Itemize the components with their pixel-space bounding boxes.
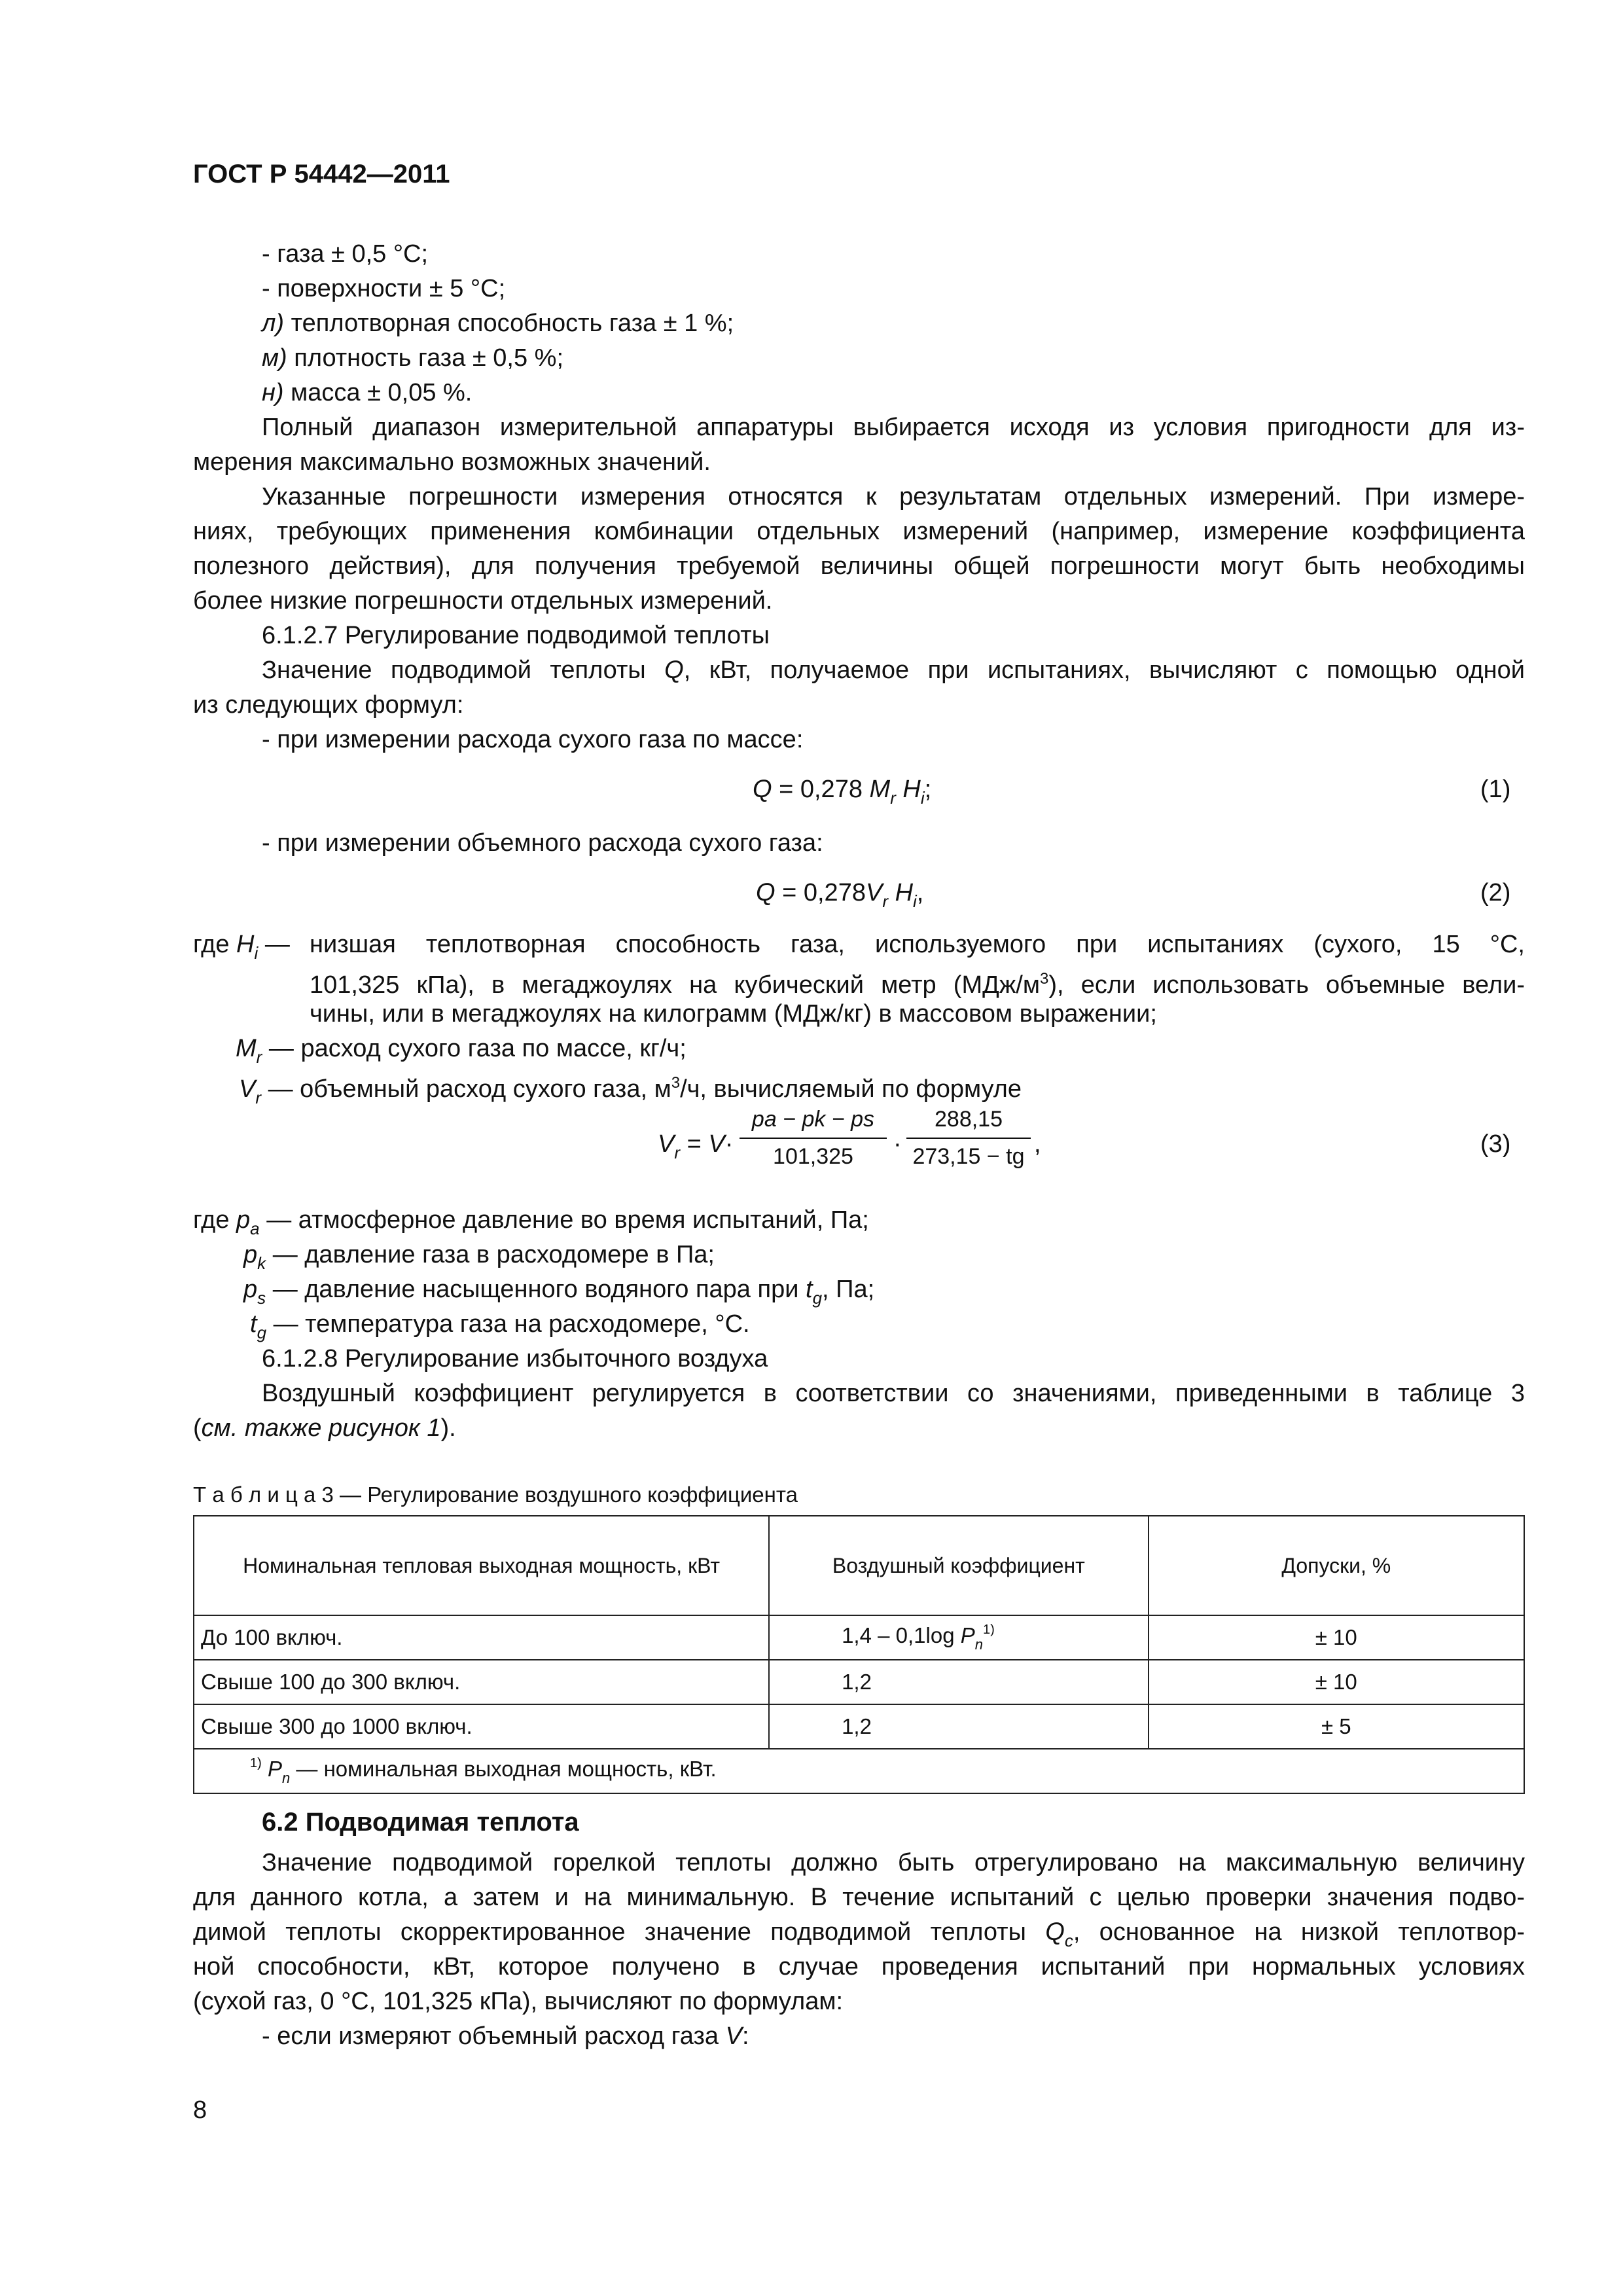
cell-coefficient: 1,2 xyxy=(769,1660,1149,1704)
list-text: плотность газа ± 0,5 %; xyxy=(294,344,564,372)
list-item-surface-temp: - поверхности ± 5 °С; xyxy=(262,275,506,302)
list-marker: н) xyxy=(262,379,284,406)
definition-hi-line: низшая теплотворная способность газа, используемого при испытаниях (сухого, 15 °С, xyxy=(310,931,1525,958)
list-item-n xyxy=(262,376,472,410)
paragraph-line: ниях, требующих применения комбинации отдельных измерений (например, измерение коэффициента xyxy=(193,518,1525,545)
header-power: Номинальная тепловая выходная мощность, кВт xyxy=(194,1516,769,1615)
paragraph-line: Значение подводимой горелкой теплоты должно быть отрегулировано на максимальную величину xyxy=(262,1849,1525,1876)
fraction-1-denominator: 101,325 xyxy=(773,1144,853,1169)
formula-2: $Q = 0,278V_r$ $H_i$, xyxy=(756,879,924,911)
cell-power: Свыше 100 до 300 включ. xyxy=(194,1660,769,1704)
definition-hi-line: чины, или в мегаджоулях на килограмм (МДж/кг) в массовом выражении; xyxy=(310,1000,1157,1028)
table-header-row xyxy=(194,1516,1524,1615)
table-row xyxy=(194,1704,1524,1749)
cell-tolerance: ± 5 xyxy=(1149,1704,1524,1749)
paragraph-line: для данного котла, а затем и на минимальную. В течение испытаний с целью проверки значения подво- xyxy=(193,1884,1525,1911)
formula-3-number: (3) xyxy=(1480,1130,1511,1158)
air-coefficient-table xyxy=(193,1515,1525,1794)
paragraph-line: из следующих формул: xyxy=(193,691,464,719)
formula-3-lhs: $V_r = V\cdot$ xyxy=(658,1130,734,1162)
paragraph-line: Полный диапазон измерительной аппаратуры выбирается исходя из условия пригодности для из- xyxy=(262,414,1525,441)
definition-mr: $M_r$ — расход сухого газа по массе, кг/ч; xyxy=(236,1035,687,1067)
list-item-m xyxy=(262,341,563,375)
fraction-1-numerator: pa − pk − ps xyxy=(751,1107,875,1132)
paragraph-line: (см. также рисунок 1). xyxy=(193,1414,456,1442)
formula-3-dot: · xyxy=(893,1130,902,1158)
list-text: масса ± 0,05 %. xyxy=(291,379,473,406)
cell-power: До 100 включ. xyxy=(194,1615,769,1660)
fraction-1-bar xyxy=(740,1138,887,1139)
cell-tolerance: ± 10 xyxy=(1149,1660,1524,1704)
formula-1-number: (1) xyxy=(1480,776,1511,803)
paragraph-line: мерения максимально возможных значений. xyxy=(193,448,711,476)
list-item-l xyxy=(262,306,734,340)
table-footnote-row xyxy=(194,1749,1524,1793)
header-coefficient: Воздушный коэффициент xyxy=(769,1516,1149,1615)
cell-power: Свыше 300 до 1000 включ. xyxy=(194,1704,769,1749)
list-marker: л) xyxy=(262,310,285,337)
paragraph-line: полезного действия), для получения требуемой величины общей погрешности могут быть необходимы xyxy=(193,552,1525,580)
fraction-2-denominator: 273,15 − tg xyxy=(912,1144,1025,1169)
paragraph-line: Воздушный коэффициент регулируется в соответствии со значениями, приведенными в таблице 3 xyxy=(262,1380,1525,1407)
paragraph-line: димой теплоты скорректированное значение подводимой теплоты $Q_c$, основанное на низкой теплотвор- xyxy=(193,1918,1525,1950)
definition-vr: $V_r$ — объемный расход сухого газа, $м^3/ч$, вычисляемый по формуле xyxy=(239,1074,1022,1107)
paragraph-line: Значение подводимой теплоты Q, кВт, получаемое при испытаниях, вычисляют с помощью одной xyxy=(262,656,1525,684)
paragraph-line: - при измерении объемного расхода сухого газа: xyxy=(262,829,823,857)
subsection-title: 6.1.2.8 Регулирование избыточного воздуха xyxy=(262,1345,768,1372)
header-tolerance: Допуски, % xyxy=(1149,1516,1524,1615)
list-marker: м) xyxy=(262,344,287,372)
table-row xyxy=(194,1660,1524,1704)
definition-hi-line: 101,325 кПа), в мегаджоулях на кубический метр $(МДж/м^3)$, если использовать объемные вели- xyxy=(310,970,1525,999)
definition-pk: $p_k$ — давление газа в расходомере в Па; xyxy=(243,1241,715,1273)
paragraph-line: более низкие погрешности отдельных измерений. xyxy=(193,587,773,615)
formula-3-end: , xyxy=(1034,1130,1041,1158)
paragraph-line: Указанные погрешности измерения относятся к результатам отдельных измерений. При измере- xyxy=(262,483,1525,511)
list-item-gas-temp: - газа ± 0,5 °С; xyxy=(262,240,429,268)
paragraph-line: ной способности, кВт, которое получено в случае проведения испытаний при нормальных условиях xyxy=(193,1953,1525,1981)
fraction-2-numerator: 288,15 xyxy=(935,1107,1003,1132)
paragraph-line: - при измерении расхода сухого газа по массе: xyxy=(262,726,804,753)
cell-coefficient: 1,4 – 0,1log $P_n^{1)}$ xyxy=(769,1615,1149,1660)
table-footnote: $^{1)}$ $P_n$ — номинальная выходная мощность, кВт. xyxy=(194,1749,1524,1793)
subsection-title: 6.1.2.7 Регулирование подводимой теплоты xyxy=(262,622,770,649)
list-text: теплотворная способность газа ± 1 %; xyxy=(291,310,734,337)
definition-hi: где $H_i$ — xyxy=(193,931,290,963)
formula-2-number: (2) xyxy=(1480,879,1511,906)
page-number: 8 xyxy=(193,2096,207,2124)
cell-tolerance: ± 10 xyxy=(1149,1615,1524,1660)
definition-ps: $p_s$ — давление насыщенного водяного пара при $t_g$, Па; xyxy=(243,1276,875,1308)
table-row xyxy=(194,1615,1524,1660)
formula-1: Q = 0,278 $M_r$ $H_i$; xyxy=(753,776,932,808)
fraction-2-bar xyxy=(906,1138,1031,1139)
definition-tg: $t_g$ — температура газа на расходомере, °С. xyxy=(250,1310,750,1342)
document-id: ГОСТ Р 54442—2011 xyxy=(193,160,450,188)
cell-coefficient: 1,2 xyxy=(769,1704,1149,1749)
section-title: 6.2 Подводимая теплота xyxy=(262,1808,579,1837)
definition-pa: где $p_a$ — атмосферное давление во время испытаний, Па; xyxy=(193,1206,869,1238)
table-caption: Т а б л и ц а 3 — Регулирование воздушного коэффициента xyxy=(193,1482,798,1507)
paragraph-line: - если измеряют объемный расход газа V: xyxy=(262,2022,749,2050)
paragraph-line: (сухой газ, 0 °С, 101,325 кПа), вычисляют по формулам: xyxy=(193,1988,844,2015)
